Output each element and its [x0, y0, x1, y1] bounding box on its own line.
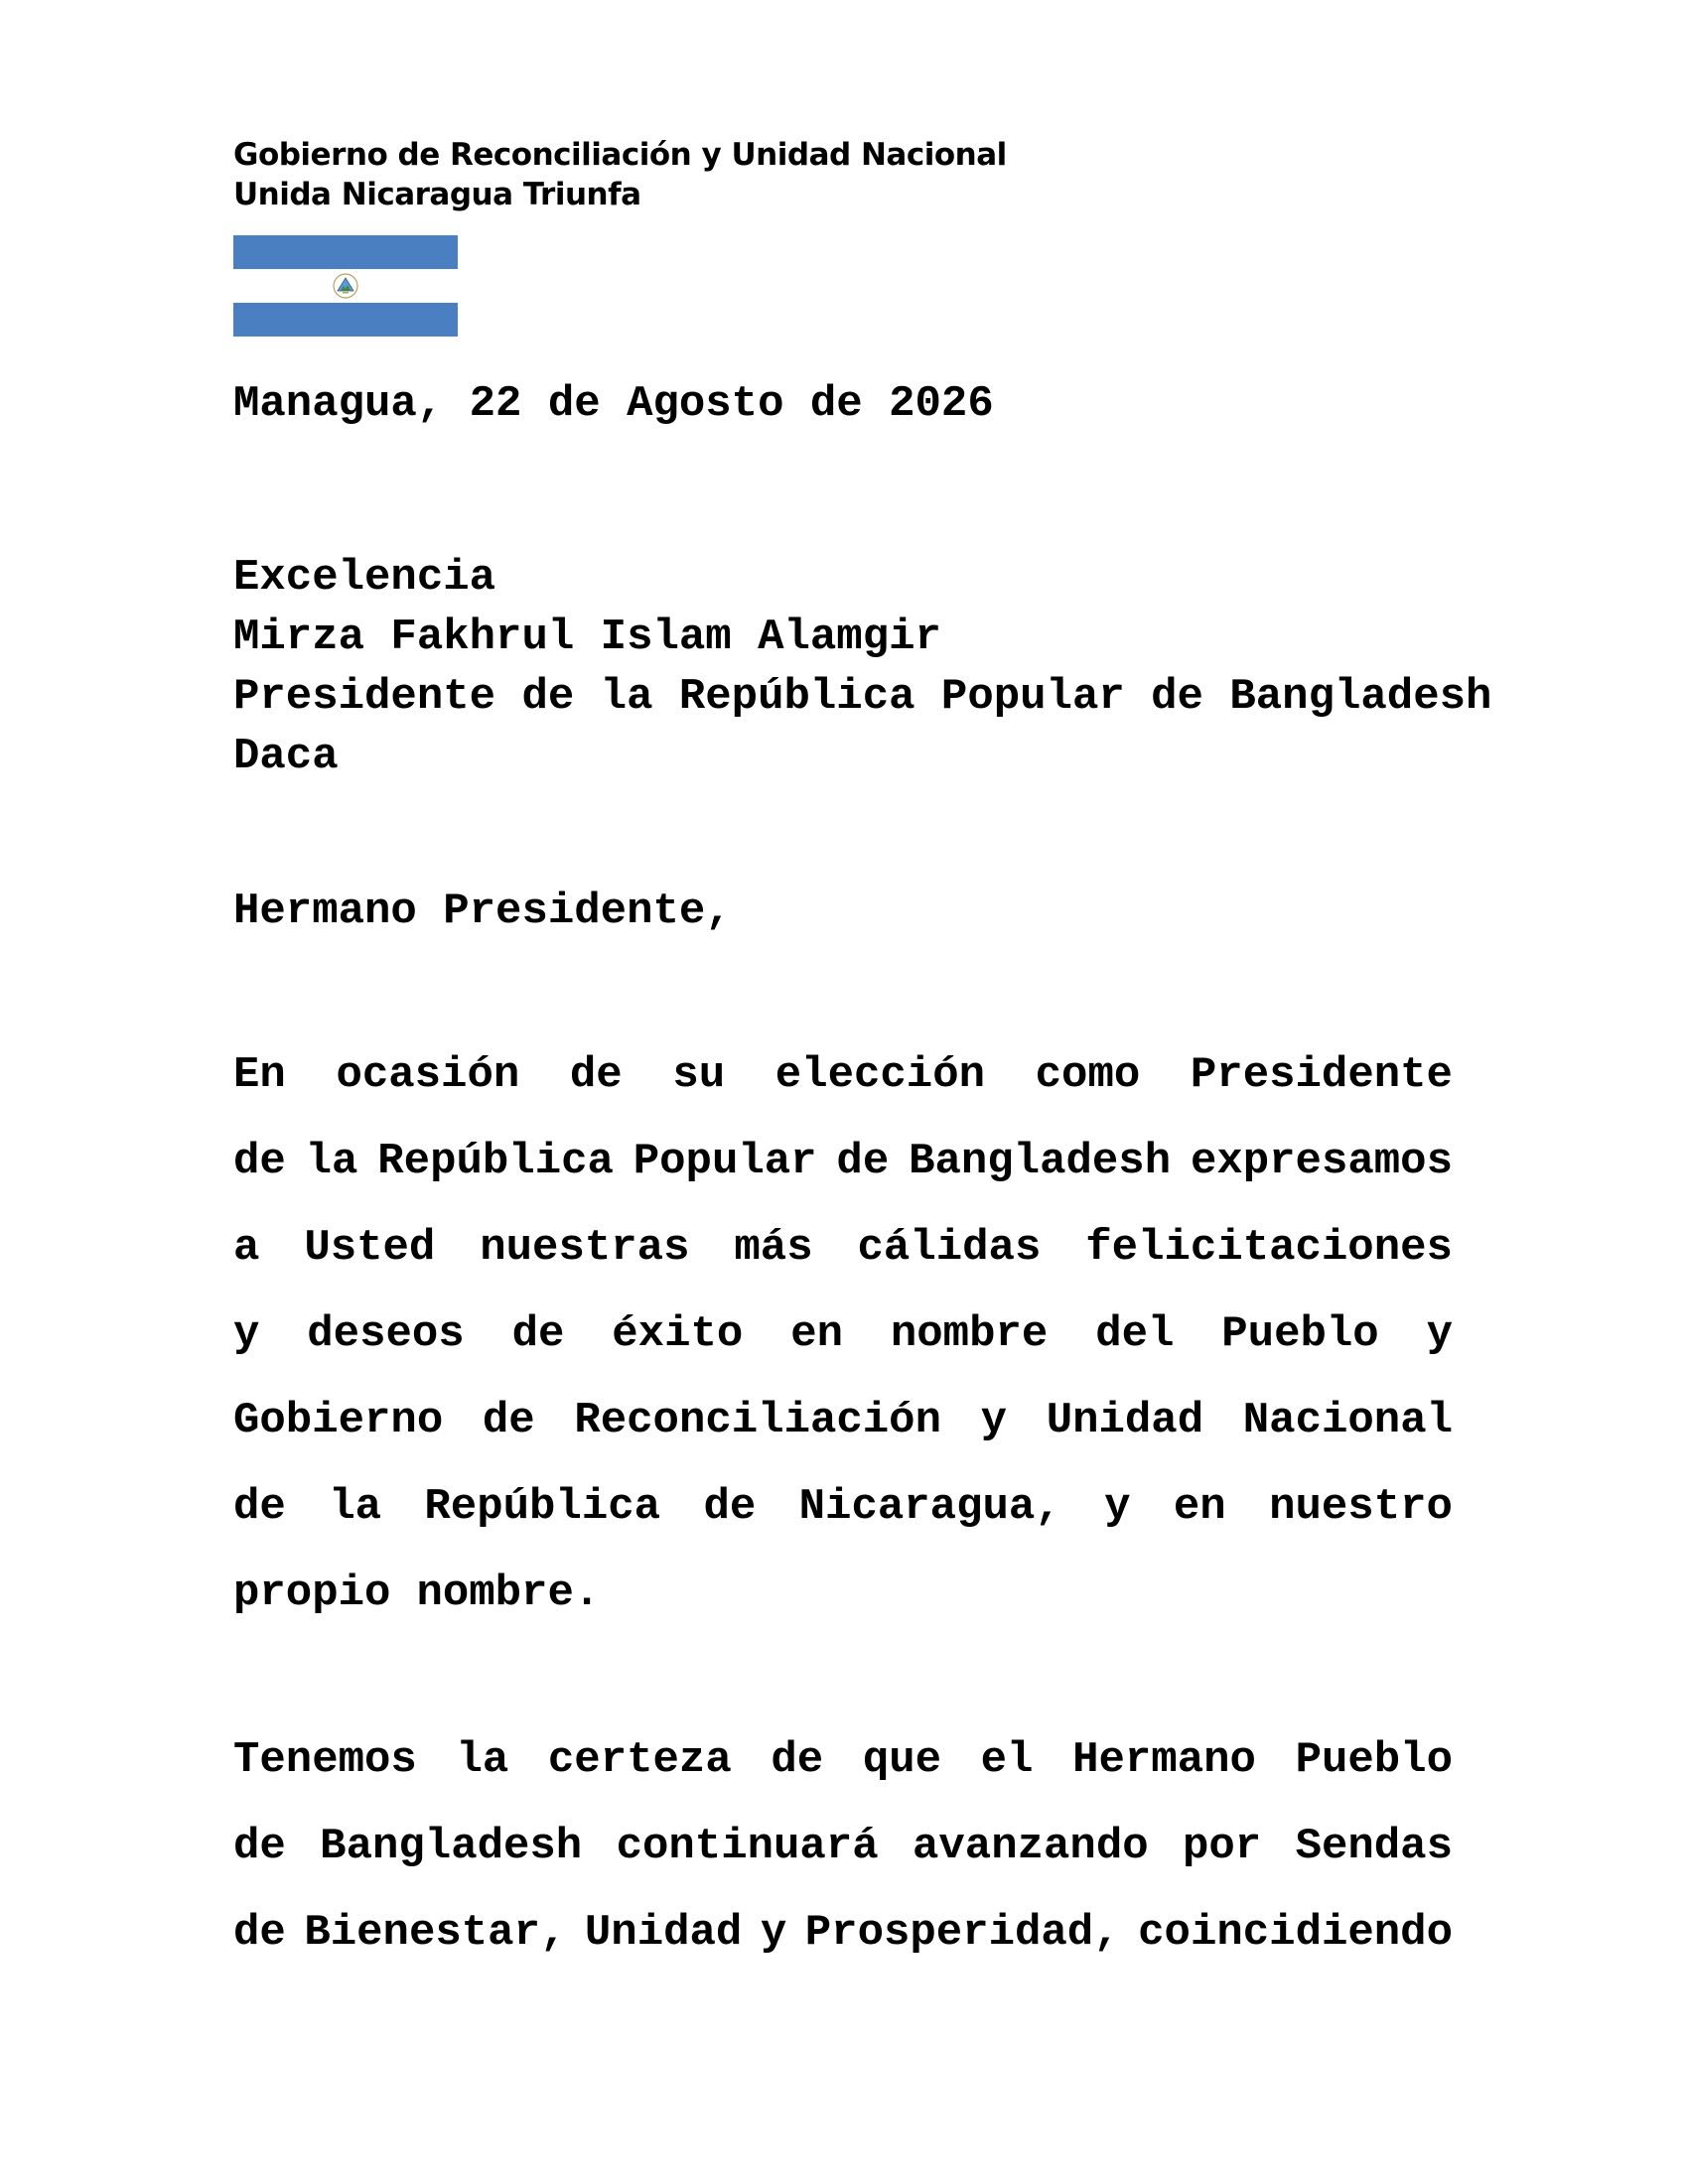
paragraph-line: de Bienestar, Unidad y Prosperidad, coincidiendo	[233, 1908, 1453, 1958]
recipient-name: Mirza Fakhrul Islam Alamgir	[233, 613, 941, 662]
flag-top-stripe	[233, 235, 458, 269]
government-slogan: Unida Nicaragua Triunfa	[233, 177, 641, 212]
letter-date: Managua, 22 de Agosto de 2026	[233, 379, 994, 429]
recipient-title: Presidente de la República Popular de Bangladesh	[233, 672, 1492, 722]
paragraph-line: En ocasión de su elección como Presidente	[233, 1050, 1453, 1100]
paragraph-line: y deseos de éxito en nombre del Pueblo y	[233, 1309, 1453, 1359]
paragraph-line: a Usted nuestras más cálidas felicitaciones	[233, 1223, 1453, 1273]
paragraph-line: propio nombre.	[233, 1569, 601, 1618]
salutation: Hermano Presidente,	[233, 887, 732, 936]
paragraph-line: de la República de Nicaragua, y en nuestro	[233, 1482, 1453, 1532]
paragraph-line: de Bangladesh continuará avanzando por Sendas	[233, 1822, 1453, 1871]
nicaragua-flag-icon	[233, 235, 458, 337]
flag-bottom-stripe	[233, 303, 458, 337]
government-name: Gobierno de Reconciliación y Unidad Nacional	[233, 137, 1007, 173]
coat-of-arms-icon	[332, 272, 359, 300]
recipient-city: Daca	[233, 732, 339, 781]
paragraph-line: Gobierno de Reconciliación y Unidad Nacional	[233, 1396, 1453, 1445]
recipient-honorific: Excelencia	[233, 553, 496, 603]
paragraph-line: de la República Popular de Bangladesh expresamos	[233, 1137, 1453, 1186]
paragraph-line: Tenemos la certeza de que el Hermano Pueblo	[233, 1735, 1453, 1785]
